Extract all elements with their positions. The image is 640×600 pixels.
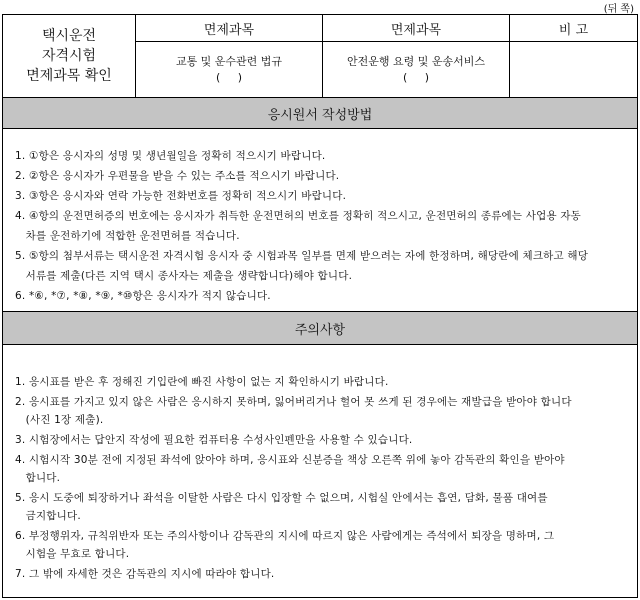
list-item: 1. ①항은 응시자의 성명 및 생년월일을 정확히 적으시기 바랍니다. <box>15 150 326 162</box>
col1-subject-label: 교통 및 운수관련 법규 <box>175 54 283 68</box>
col2-subject[interactable] <box>323 42 509 97</box>
list-item: 3. ③항은 응시자와 연락 가능한 전화번호를 정확히 적으시기 바랍니다. <box>15 190 347 202</box>
list-item: 시험을 무효로 합니다. <box>15 548 130 560</box>
exemption-title <box>3 15 136 97</box>
remarks-heading: 비 고 <box>510 15 637 42</box>
list-item: 2. 응시표를 가지고 있지 않은 사람은 응시하지 못하며, 잃어버리거나 헐어 못 쓰게 된 경우에는 재발급을 받아야 합니다 <box>15 396 572 408</box>
exemption-header <box>3 15 637 98</box>
list-item: 5. 응시 도중에 퇴장하거나 좌석을 이탈한 사람은 다시 입장할 수 없으며, 시험실 안에서는 흡연, 담화, 물품 대여를 <box>15 492 548 504</box>
section1-list <box>3 129 637 310</box>
list-item: 3. 시험장에서는 답안지 작성에 필요한 컴퓨터용 수성사인펜만을 사용할 수 있습니다. <box>15 434 413 446</box>
list-item: 7. 그 밖에 자세한 것은 감독관의 지시에 따라야 합니다. <box>15 568 275 580</box>
remarks-column <box>510 15 637 97</box>
title-line-1: 택시운전 <box>41 28 97 44</box>
list-item: 2. ②항은 응시자가 우편물을 받을 수 있는 주소를 적으시기 바랍니다. <box>15 170 340 182</box>
list-item: 5. ⑤항의 첨부서류는 택시운전 자격시험 응시자 중 시험과목 일부를 면제 받으려는 자에 한정하며, 해당란에 체크하고 해당 <box>15 250 589 262</box>
list-item: 4. 시험시작 30분 전에 지정된 좌석에 앉아야 하며, 응시표와 신분증을 책상 오른쪽 위에 놓아 감독관의 확인을 받아야 <box>15 454 565 466</box>
list-item: 합니다. <box>15 472 61 484</box>
col2-subject-label: 안전운행 요령 및 운송서비스 <box>346 54 485 68</box>
list-item: 4. ④항의 운전면허증의 번호에는 응시자가 취득한 운전면허의 번호를 정확히 적으시고, 운전면허의 종류에는 사업용 자동 <box>15 210 582 222</box>
list-item: (사진 1장 제출). <box>15 414 104 426</box>
form-frame <box>2 14 638 598</box>
remarks-field[interactable] <box>510 42 637 97</box>
col2-check-field[interactable]: ( ) <box>402 70 430 84</box>
col1-subject[interactable] <box>136 42 322 97</box>
col2-heading: 면제과목 <box>323 15 509 42</box>
title-line-2: 자격시험 <box>41 48 97 64</box>
section2-list <box>3 345 637 599</box>
title-line-3: 면제과목 확인 <box>26 68 112 84</box>
list-item: 금지합니다. <box>15 510 81 522</box>
list-item: 차를 운전하기에 적합한 운전면허를 적습니다. <box>15 230 240 242</box>
exempt-column-2 <box>323 15 510 97</box>
col1-check-field[interactable]: ( ) <box>215 70 243 84</box>
list-item: 6. *⑥, *⑦, *⑧, *⑨, *⑩항은 응시자가 적지 않습니다. <box>15 290 271 302</box>
list-item: 6. 부정행위자, 규칙위반자 또는 주의사항이나 감독관의 지시에 따르지 않은 사람에게는 즉석에서 퇴장을 명하며, 그 <box>15 530 555 542</box>
page-side-label: (뒤 쪽) <box>603 4 634 15</box>
section1-title: 응시원서 작성방법 <box>3 98 637 129</box>
exempt-column-1 <box>136 15 323 97</box>
col1-heading: 면제과목 <box>136 15 322 42</box>
list-item: 서류를 제출(다른 지역 택시 종사자는 제출을 생략합니다)해야 합니다. <box>15 270 353 282</box>
section2-title: 주의사항 <box>3 312 637 345</box>
list-item: 1. 응시표를 받은 후 정해진 기입란에 빠진 사항이 없는 지 확인하시기 바랍니다. <box>15 376 389 388</box>
